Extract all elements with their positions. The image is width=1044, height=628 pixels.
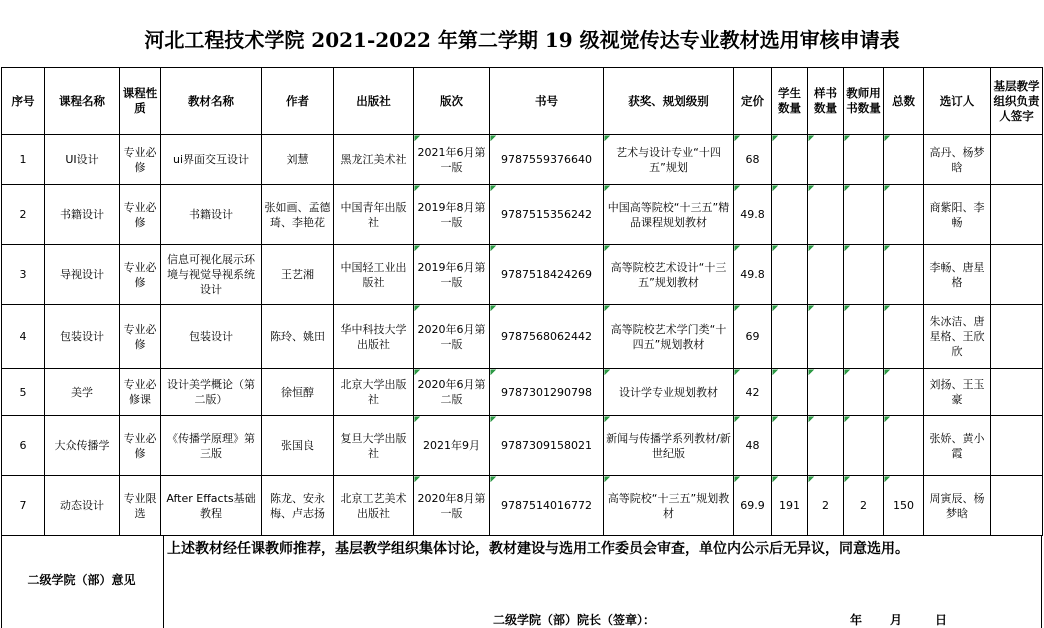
table-cell: 书籍设计 [161, 185, 262, 245]
table-cell: 9787514016772 [490, 476, 604, 536]
textbook-table [1, 67, 1043, 536]
table-cell [772, 135, 808, 185]
table-cell [844, 305, 884, 369]
column-header: 选订人 [924, 68, 991, 135]
dean-signature-label: 二级学院（部）院长（签章）： [493, 613, 656, 627]
table-cell: 1 [2, 135, 45, 185]
table-cell: 中国青年出版社 [334, 185, 414, 245]
table-cell: 中国轻工业出版社 [334, 245, 414, 305]
table-cell: UI设计 [45, 135, 120, 185]
table-cell: 9787568062442 [490, 305, 604, 369]
table-cell [772, 416, 808, 476]
table-cell: 张娇、黄小霞 [924, 416, 991, 476]
table-cell: 9787515356242 [490, 185, 604, 245]
month-label: 月 [890, 613, 903, 627]
table-cell [808, 245, 844, 305]
table-cell: 大众传播学 [45, 416, 120, 476]
table-row [2, 416, 1043, 476]
column-header: 课程性质 [120, 68, 161, 135]
table-cell: 导视设计 [45, 245, 120, 305]
table-cell: 设计美学概论（第二版） [161, 369, 262, 416]
table-cell: 4 [2, 305, 45, 369]
table-cell: 2019年8月第一版 [414, 185, 490, 245]
table-cell: 商紫阳、李畅 [924, 185, 991, 245]
year-label: 年 [850, 613, 863, 627]
table-cell: 9787301290798 [490, 369, 604, 416]
table-cell: 7 [2, 476, 45, 536]
table-cell: 张国良 [262, 416, 334, 476]
table-cell: 美学 [45, 369, 120, 416]
table-cell: 191 [772, 476, 808, 536]
table-cell: 书籍设计 [45, 185, 120, 245]
table-cell: 周寅辰、杨梦晗 [924, 476, 991, 536]
table-cell: 48 [734, 416, 772, 476]
column-header: 样书数量 [808, 68, 844, 135]
table-row [2, 185, 1043, 245]
column-header: 作者 [262, 68, 334, 135]
table-cell: 李畅、唐星格 [924, 245, 991, 305]
table-cell: 专业必修 [120, 245, 161, 305]
table-cell: 2 [2, 185, 45, 245]
table-cell: 陈玲、姚田 [262, 305, 334, 369]
table-cell [991, 135, 1043, 185]
column-header: 教材名称 [161, 68, 262, 135]
table-cell: 张如画、孟德琦、李艳花 [262, 185, 334, 245]
column-header: 总数 [884, 68, 924, 135]
table-cell: 北京大学出版社 [334, 369, 414, 416]
table-cell: 专业必修 [120, 305, 161, 369]
table-cell: 专业必修 [120, 185, 161, 245]
table-cell: 包装设计 [161, 305, 262, 369]
table-cell [884, 185, 924, 245]
table-cell: 黑龙江美术社 [334, 135, 414, 185]
table-cell [808, 185, 844, 245]
table-cell [884, 135, 924, 185]
column-header: 基层教学组织负责人签字 [991, 68, 1043, 135]
column-header: 序号 [2, 68, 45, 135]
table-cell: 2 [844, 476, 884, 536]
table-cell [884, 416, 924, 476]
table-cell: 2 [808, 476, 844, 536]
table-cell [991, 245, 1043, 305]
table-cell: 49.8 [734, 245, 772, 305]
table-cell: 朱冰洁、唐星格、王欣欣 [924, 305, 991, 369]
table-cell [991, 305, 1043, 369]
table-cell [884, 369, 924, 416]
column-header: 出版社 [334, 68, 414, 135]
day-label: 日 [935, 613, 948, 627]
opinion-divider [163, 536, 164, 628]
table-cell: 6 [2, 416, 45, 476]
table-cell [808, 135, 844, 185]
table-cell: 动态设计 [45, 476, 120, 536]
table-cell: 专业限选 [120, 476, 161, 536]
table-cell: 69.9 [734, 476, 772, 536]
header-row [2, 68, 1043, 135]
table-cell [772, 369, 808, 416]
column-header: 定价 [734, 68, 772, 135]
table-cell [991, 476, 1043, 536]
table-cell: 150 [884, 476, 924, 536]
table-cell: 高等院校艺术学门类“十四五”规划教材 [604, 305, 734, 369]
table-row [2, 369, 1043, 416]
table-cell: 3 [2, 245, 45, 305]
table-cell: 9787518424269 [490, 245, 604, 305]
table-cell [884, 305, 924, 369]
table-cell: 2020年8月第一版 [414, 476, 490, 536]
table-cell: 中国高等院校“十三五”精品课程规划教材 [604, 185, 734, 245]
table-cell: 9787309158021 [490, 416, 604, 476]
table-cell: 华中科技大学出版社 [334, 305, 414, 369]
table-cell: 高等院校艺术设计“十三五”规划教材 [604, 245, 734, 305]
table-cell [884, 245, 924, 305]
table-cell: 高等院校“十三五”规划教材 [604, 476, 734, 536]
opinion-text: 上述教材经任课教师推荐，基层教学组织集体讨论，教材建设与选用工作委员会审查，单位内公示后无异议，同意选用。 [167, 541, 909, 557]
table-cell: 2020年6月第二版 [414, 369, 490, 416]
table-row [2, 476, 1043, 536]
table-cell: 专业必修 [120, 135, 161, 185]
column-header: 教师用书数量 [844, 68, 884, 135]
table-cell: 2020年6月第一版 [414, 305, 490, 369]
table-cell [844, 185, 884, 245]
table-cell: 69 [734, 305, 772, 369]
table-row [2, 245, 1043, 305]
table-cell [808, 369, 844, 416]
form-title: 河北工程技术学院 2021-2022 年第二学期 19 级视觉传达专业教材选用审核申请表 [144, 28, 900, 52]
opinion-label: 二级学院（部）意见 [27, 573, 136, 587]
table-cell: After Effacts基础教程 [161, 476, 262, 536]
table-cell [808, 305, 844, 369]
table-cell: 艺术与设计专业“十四五”规划 [604, 135, 734, 185]
table-cell [844, 416, 884, 476]
table-cell [772, 185, 808, 245]
table-cell: 刘扬、王玉豪 [924, 369, 991, 416]
table-cell: 49.8 [734, 185, 772, 245]
table-cell: 42 [734, 369, 772, 416]
table-cell: 高丹、杨梦晗 [924, 135, 991, 185]
column-header: 学生数量 [772, 68, 808, 135]
table-cell: 王艺湘 [262, 245, 334, 305]
table-cell [844, 135, 884, 185]
table-cell: 新闻与传播学系列教材/新世纪版 [604, 416, 734, 476]
table-cell: 设计学专业规划教材 [604, 369, 734, 416]
table-cell [991, 185, 1043, 245]
column-header: 版次 [414, 68, 490, 135]
table-cell: 专业必修课 [120, 369, 161, 416]
column-header: 书号 [490, 68, 604, 135]
table-cell [844, 369, 884, 416]
table-cell: 2021年9月 [414, 416, 490, 476]
column-header: 获奖、规划级别 [604, 68, 734, 135]
table-cell [772, 245, 808, 305]
table-row [2, 135, 1043, 185]
table-cell: 复旦大学出版社 [334, 416, 414, 476]
table-cell: 信息可视化展示环境与视觉导视系统设计 [161, 245, 262, 305]
table-cell: 专业必修 [120, 416, 161, 476]
table-cell: 陈龙、安永梅、卢志扬 [262, 476, 334, 536]
table-cell: 刘慧 [262, 135, 334, 185]
table-cell [844, 245, 884, 305]
table-cell [991, 416, 1043, 476]
table-cell [808, 416, 844, 476]
table-cell: ui界面交互设计 [161, 135, 262, 185]
table-cell: 9787559376640 [490, 135, 604, 185]
column-header: 课程名称 [45, 68, 120, 135]
table-cell: 包装设计 [45, 305, 120, 369]
table-cell [991, 369, 1043, 416]
table-cell: 68 [734, 135, 772, 185]
opinion-box [1, 536, 1042, 628]
table-cell: 《传播学原理》第三版 [161, 416, 262, 476]
table-cell [772, 305, 808, 369]
table-cell: 2019年6月第一版 [414, 245, 490, 305]
table-cell: 北京工艺美术出版社 [334, 476, 414, 536]
table-cell: 5 [2, 369, 45, 416]
table-cell: 2021年6月第一版 [414, 135, 490, 185]
table-cell: 徐恒醇 [262, 369, 334, 416]
table-row [2, 305, 1043, 369]
